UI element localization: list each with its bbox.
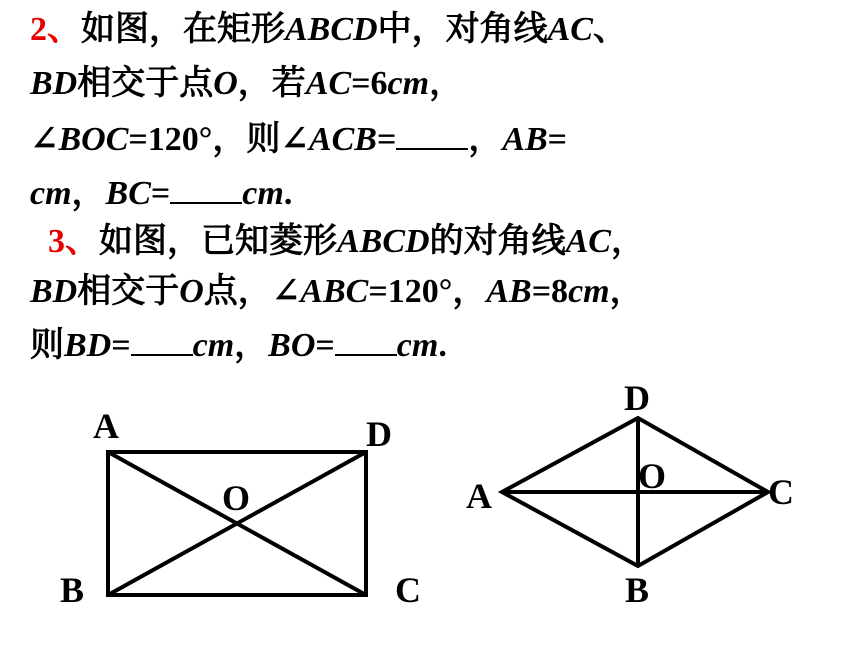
text: ，若 (237, 65, 306, 102)
text: ， (71, 175, 106, 212)
text: 点，∠ (203, 273, 301, 310)
rectangle-figure (108, 452, 366, 595)
value: =8 (531, 273, 569, 310)
problem-3-number: 3、 (48, 223, 99, 260)
text: 则 (30, 327, 64, 364)
text: 中，对角线 (377, 11, 548, 48)
angle-acb: ACB (308, 121, 377, 158)
text: 的对角线 (429, 223, 566, 260)
angle-symbol: ∠ (30, 121, 59, 158)
text: ， (609, 273, 644, 310)
segment-bd: BD (64, 327, 112, 364)
text: . (438, 327, 447, 364)
text: ， (429, 65, 464, 102)
text: =120°， (368, 273, 487, 310)
rhombus-vertex-c: C (768, 472, 794, 512)
text: =120°，则∠ (128, 121, 309, 158)
text: = (111, 327, 131, 364)
rect-name: ABCD (285, 11, 378, 48)
rect-vertex-b: B (60, 570, 85, 610)
rhombus-figure (502, 418, 768, 566)
text: = (547, 121, 568, 158)
point-o: O (213, 65, 238, 102)
text: = (150, 175, 171, 212)
rhombus-vertex-b: B (625, 570, 650, 610)
unit: cm (387, 65, 430, 102)
segment-bd: BD (30, 273, 78, 310)
text: 如图，已知菱形 (99, 223, 337, 260)
angle-abc: ABC (300, 273, 369, 310)
unit: cm (568, 273, 610, 310)
segment-ac: AC (305, 65, 352, 102)
rhombus-vertex-d: D (624, 378, 650, 418)
value: =6 (351, 65, 388, 102)
angle-boc: BOC (58, 121, 129, 158)
text: 、 (592, 11, 627, 48)
text: ， (234, 327, 269, 364)
text: = (315, 327, 335, 364)
rect-vertex-d: D (366, 414, 392, 454)
unit: cm (242, 175, 284, 212)
unit: cm (396, 327, 439, 364)
point-o: O (179, 273, 204, 310)
rhombus-center-o: O (638, 456, 667, 496)
segment-ac: AC (547, 11, 593, 48)
rect-center-o: O (222, 478, 251, 518)
text: ， (610, 223, 645, 260)
text: ， (468, 121, 503, 158)
text: . (283, 175, 293, 212)
text: 相交于 (77, 273, 180, 310)
rhombus-name: ABCD (337, 223, 430, 260)
text: 如图，在矩形 (81, 11, 285, 48)
segment-bo: BO (268, 327, 316, 364)
unit: cm (30, 175, 72, 212)
segment-ab: AB (486, 273, 532, 310)
text: 相交于点 (77, 65, 214, 102)
text: = (376, 121, 397, 158)
rect-vertex-a: A (93, 406, 119, 446)
rect-vertex-c: C (395, 570, 421, 610)
problem-2-number: 2、 (30, 11, 81, 48)
unit: cm (192, 327, 235, 364)
segment-bc: BC (105, 175, 151, 212)
segment-ac: AC (565, 223, 611, 260)
segment-bd: BD (30, 65, 78, 102)
rhombus-vertex-a: A (466, 476, 492, 516)
segment-ab: AB (502, 121, 548, 158)
